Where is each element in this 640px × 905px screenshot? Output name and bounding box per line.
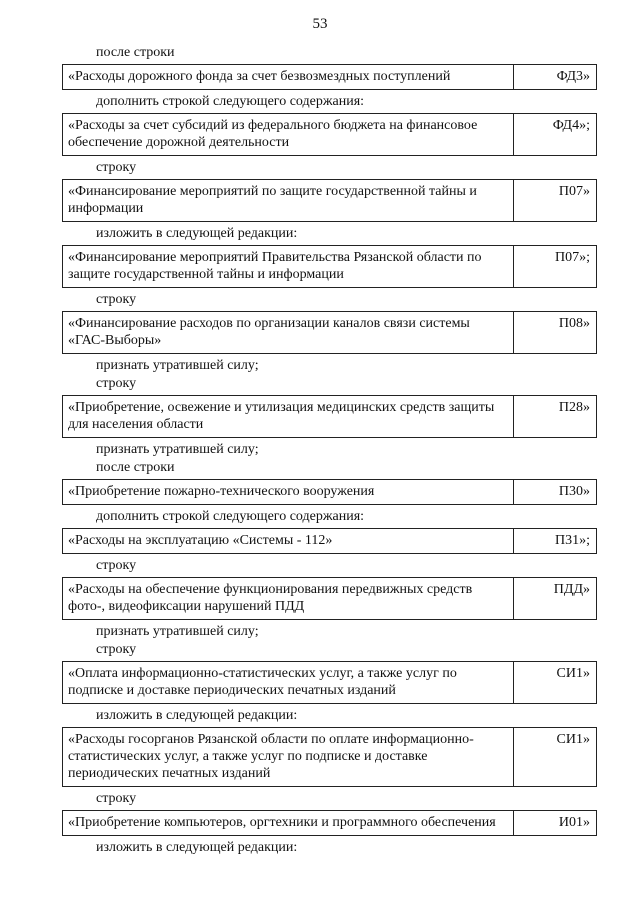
budget-line-name: «Оплата информационно-статистических услуг, а также услуг по подписке и доставке периодических печатных изданий — [63, 662, 514, 703]
instruction-text: признать утратившей силу; — [96, 442, 259, 457]
budget-line-name: «Финансирование мероприятий Правительства Рязанской области по защите государственной тайны и информации — [63, 246, 514, 287]
budget-line-code: СИ1» — [556, 666, 590, 681]
document-body — [62, 44, 597, 857]
instruction-text: строку — [96, 642, 137, 657]
budget-line-row — [62, 179, 597, 222]
budget-line-row — [62, 64, 597, 90]
instruction-text: строку — [96, 558, 137, 573]
budget-line-row — [62, 113, 597, 156]
budget-line-row — [62, 479, 597, 505]
budget-line-row — [62, 528, 597, 554]
budget-line-code: ФД4»; — [552, 118, 590, 133]
budget-line-row — [62, 810, 597, 836]
budget-line-code: ПДД» — [553, 582, 590, 597]
budget-line-name: «Приобретение компьютеров, оргтехники и программного обеспечения — [63, 811, 514, 835]
budget-line-row — [62, 311, 597, 354]
budget-line-name: «Финансирование расходов по организации каналов связи системы «ГАС-Выборы» — [63, 312, 514, 353]
budget-line-row — [62, 727, 597, 787]
page-number: 53 — [312, 16, 328, 32]
budget-line-name: «Расходы на обеспечение функционирования передвижных средств фото-, видеофиксации нарушений ПДД — [63, 578, 514, 619]
budget-line-code: СИ1» — [556, 732, 590, 747]
instruction-text: признать утратившей силу; — [96, 358, 259, 373]
budget-line-name: «Расходы дорожного фонда за счет безвозмездных поступлений — [63, 65, 514, 89]
budget-line-code: П28» — [558, 400, 590, 415]
instruction-text: дополнить строкой следующего содержания: — [96, 509, 365, 524]
instruction-text: признать утратившей силу; — [96, 624, 259, 639]
budget-line-row — [62, 577, 597, 620]
budget-line-name: «Финансирование мероприятий по защите государственной тайны и информации — [63, 180, 514, 221]
budget-line-row — [62, 395, 597, 438]
instruction-text: дополнить строкой следующего содержания: — [96, 94, 365, 109]
budget-line-row — [62, 661, 597, 704]
budget-line-name: «Приобретение пожарно-технического вооружения — [63, 480, 514, 504]
budget-line-code: П07»; — [555, 250, 590, 265]
budget-line-name: «Расходы за счет субсидий из федерального бюджета на финансовое обеспечение дорожной деятельности — [63, 114, 514, 155]
instruction-text: строку — [96, 791, 137, 806]
budget-line-row — [62, 245, 597, 288]
instruction-text: изложить в следующей редакции: — [96, 708, 298, 723]
instruction-text: изложить в следующей редакции: — [96, 840, 298, 855]
instruction-text: строку — [96, 376, 137, 391]
budget-line-code: ФД3» — [556, 69, 590, 84]
budget-line-code: П07» — [558, 184, 590, 199]
budget-line-name: «Расходы госорганов Рязанской области по оплате информационно-статистических услуг, а также услуг по подписке и доставке периодических печатных изданий — [63, 728, 514, 786]
instruction-text: после строки — [96, 460, 175, 475]
instruction-text: изложить в следующей редакции: — [96, 226, 298, 241]
instruction-text: строку — [96, 292, 137, 307]
budget-line-name: «Расходы на эксплуатацию «Системы - 112» — [63, 529, 514, 553]
instruction-text: после строки — [96, 45, 175, 60]
budget-line-code: И01» — [558, 815, 590, 830]
budget-line-code: П08» — [558, 316, 590, 331]
budget-line-code: П31»; — [555, 533, 590, 548]
instruction-text: строку — [96, 160, 137, 175]
budget-line-code: П30» — [558, 484, 590, 499]
budget-line-name: «Приобретение, освежение и утилизация медицинских средств защиты для населения области — [63, 396, 514, 437]
